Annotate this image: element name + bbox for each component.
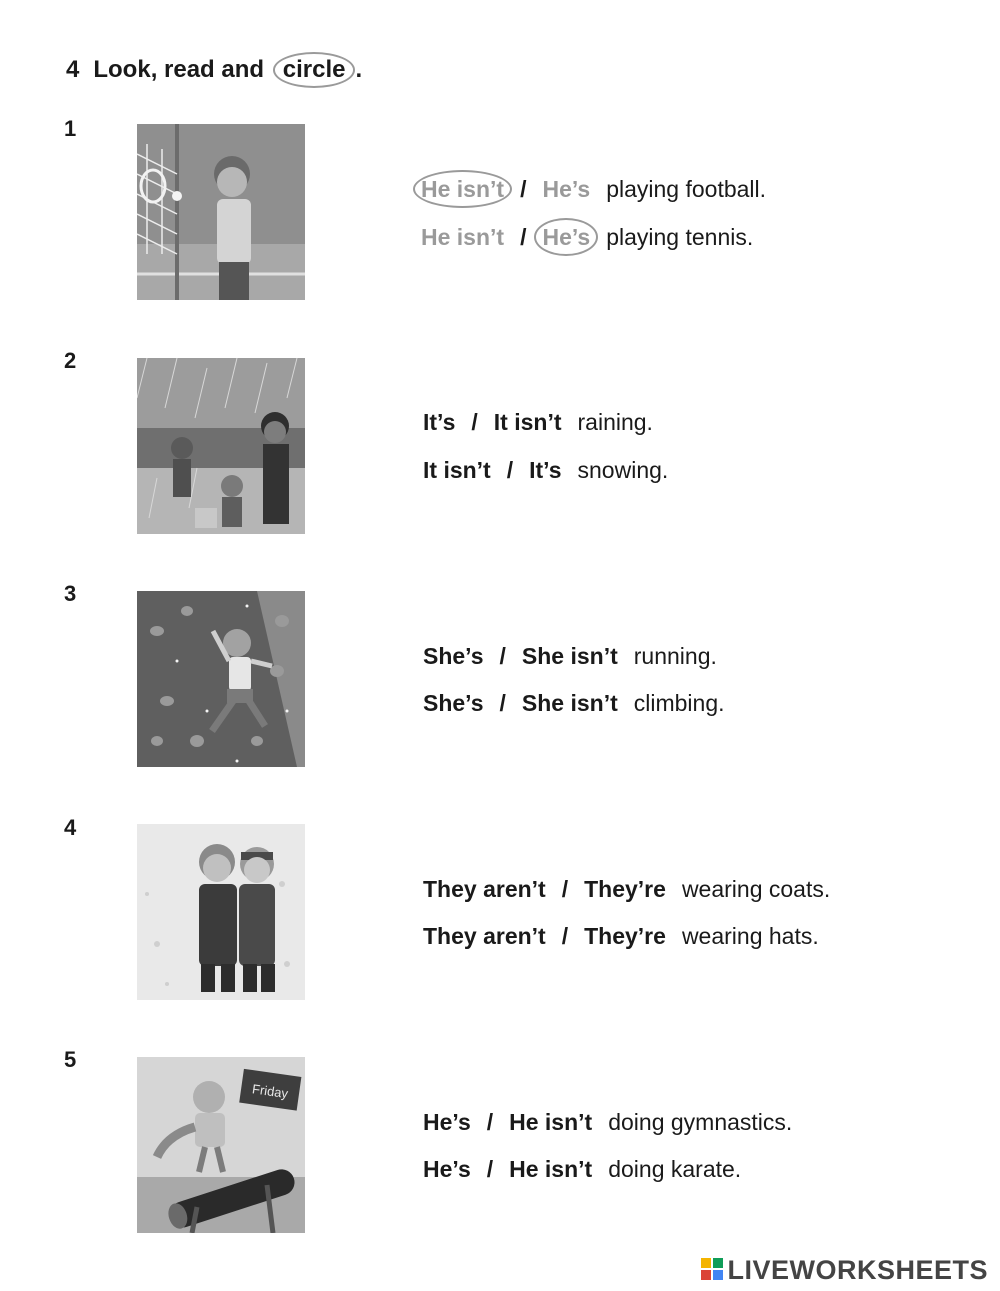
slash: / [520, 224, 527, 250]
option-he-isnt[interactable]: He isn’t [509, 1156, 593, 1182]
picture-children-in-rain [137, 358, 305, 534]
sentence-2a [415, 403, 653, 437]
sentence-4b [415, 917, 819, 951]
sentence-2b [415, 451, 668, 485]
option-theyre[interactable]: They’re [584, 876, 666, 902]
option-shes[interactable]: She’s [423, 643, 484, 669]
sentence-1b [413, 218, 753, 252]
slash: / [486, 1156, 494, 1182]
option-it-isnt[interactable]: It isn’t [493, 409, 562, 435]
slash: / [506, 457, 514, 483]
question-number-1: 1 [64, 116, 77, 141]
option-he-isnt[interactable]: He isn’t [509, 1109, 593, 1135]
question-number-5: 5 [64, 1047, 77, 1072]
picture-children-in-snow [137, 824, 305, 1000]
option-its[interactable]: It’s [529, 457, 562, 483]
option-theyre[interactable]: They’re [584, 923, 666, 949]
option-its[interactable]: It’s [423, 409, 456, 435]
sentence-ending: wearing hats. [681, 923, 819, 949]
instruction-text: Look, read and [93, 56, 265, 83]
option-she-isnt[interactable]: She isn’t [521, 690, 618, 716]
option-hes-circled[interactable]: He’s [534, 218, 598, 256]
instruction-period: . [355, 56, 363, 83]
option-shes[interactable]: She’s [423, 690, 484, 716]
sentence-ending: doing karate. [608, 1156, 742, 1182]
picture-boy-playing-tennis [137, 124, 305, 300]
option-hes[interactable]: He’s [423, 1156, 471, 1182]
option-he-isnt[interactable]: He isn’t [421, 224, 505, 250]
sentence-ending: playing football. [606, 176, 767, 202]
sentence-ending: wearing coats. [681, 876, 831, 902]
slash: / [499, 690, 506, 716]
sentence-3b [415, 684, 725, 718]
friday-board-label: Friday [251, 1081, 290, 1102]
question-number-3: 3 [64, 581, 77, 606]
slash: / [471, 409, 478, 435]
question-number-4: 4 [64, 815, 77, 840]
slash: / [561, 923, 569, 949]
option-they-arent[interactable]: They aren’t [423, 876, 546, 902]
picture-boy-on-gym-vault [137, 1057, 305, 1233]
slash: / [520, 176, 527, 202]
sentence-ending: doing gymnastics. [608, 1109, 793, 1135]
slash: / [499, 643, 506, 669]
option-hes[interactable]: He’s [542, 176, 591, 202]
option-it-isnt[interactable]: It isn’t [423, 457, 491, 483]
sentence-3a [415, 637, 717, 671]
slash: / [561, 876, 569, 902]
instruction-circle-word: circle [273, 52, 356, 88]
sentence-ending: raining. [577, 409, 653, 435]
sentence-1a [413, 170, 766, 204]
option-hes[interactable]: He’s [423, 1109, 471, 1135]
liveworksheets-logo-icon [701, 1258, 723, 1289]
sentence-ending: playing tennis. [606, 224, 754, 250]
logo-text: LIVEWORKSHEETS [727, 1255, 988, 1285]
sentence-ending: climbing. [633, 690, 725, 716]
option-she-isnt[interactable]: She isn’t [521, 643, 618, 669]
liveworksheets-logo[interactable] [701, 1255, 988, 1289]
option-he-isnt-circled[interactable]: He isn’t [413, 170, 512, 208]
slash: / [486, 1109, 494, 1135]
exercise-number: 4 [66, 56, 80, 83]
exercise-title [66, 52, 362, 88]
question-number-2: 2 [64, 348, 77, 373]
option-they-arent[interactable]: They aren’t [423, 923, 546, 949]
sentence-ending: snowing. [577, 457, 669, 483]
sentence-4a [415, 870, 830, 904]
sentence-ending: running. [633, 643, 717, 669]
sentence-5b [415, 1150, 741, 1184]
picture-girl-climbing-wall [137, 591, 305, 767]
sentence-5a [415, 1103, 792, 1137]
